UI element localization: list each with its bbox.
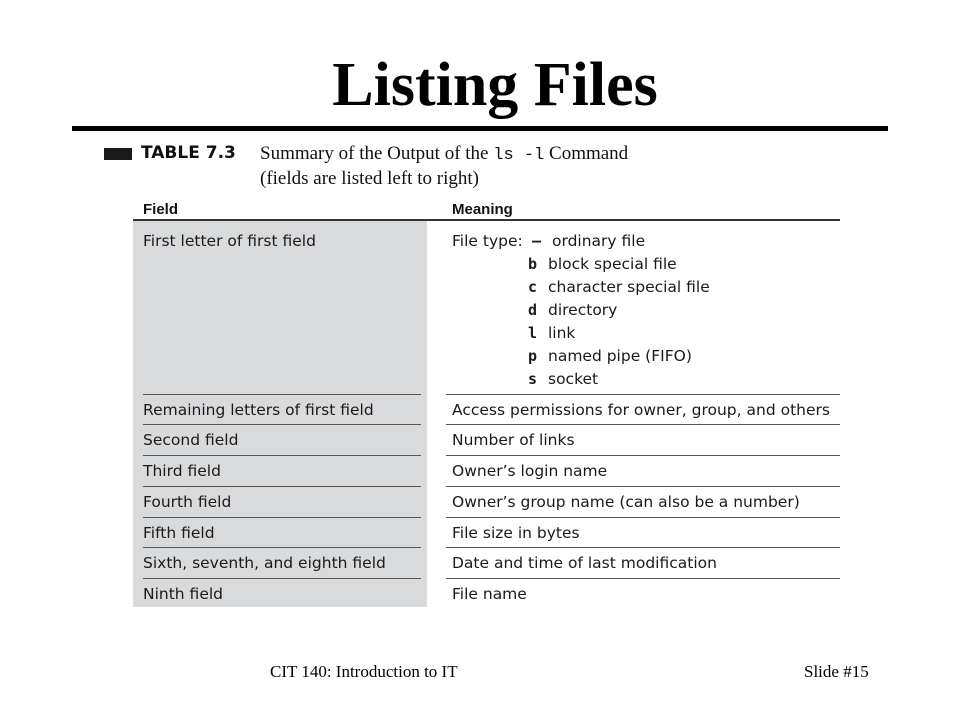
row-divider: [446, 578, 840, 579]
row-divider: [446, 394, 840, 395]
file-type-code: c: [528, 278, 538, 296]
row-divider: [143, 517, 421, 518]
title-divider: [72, 126, 888, 131]
footer-slide-number: Slide #15: [804, 662, 869, 681]
meaning-cell: Owner’s group name (can also be a number): [452, 493, 800, 511]
field-cell: Ninth field: [143, 585, 223, 603]
file-type-desc: directory: [548, 301, 618, 319]
field-cell: Third field: [143, 462, 221, 480]
caption-marker: [104, 148, 132, 160]
caption-command: ls -l: [493, 146, 545, 165]
header-meaning: Meaning: [452, 201, 513, 218]
footer-course: CIT 140: Introduction to IT: [270, 662, 458, 681]
header-field: Field: [143, 201, 179, 218]
row-divider: [446, 486, 840, 487]
file-type-desc: ordinary file: [552, 232, 646, 250]
row-divider: [143, 394, 421, 395]
meaning-cell: Access permissions for owner, group, and others: [452, 401, 830, 419]
file-type-code: p: [528, 347, 538, 365]
row-divider: [446, 455, 840, 456]
file-type-code: s: [528, 370, 538, 388]
file-type-item: [528, 277, 710, 297]
slide-title: Listing Files: [332, 51, 658, 119]
meaning-cell: Number of links: [452, 431, 575, 449]
table-caption-label: TABLE 7.3: [141, 143, 236, 163]
meaning-cell: Owner’s login name: [452, 462, 608, 480]
file-type-desc: socket: [548, 370, 599, 388]
file-type-item: [528, 254, 677, 274]
row-divider: [446, 547, 840, 548]
file-type-code: d: [528, 301, 538, 319]
meaning-cell: File size in bytes: [452, 524, 580, 542]
file-type-code: –: [532, 232, 542, 250]
row-divider: [143, 547, 421, 548]
file-type-prefix: File type:: [452, 232, 523, 250]
row-divider: [143, 455, 421, 456]
row-divider: [446, 424, 840, 425]
table-caption: [260, 142, 720, 190]
caption-line2: (fields are listed left to right): [260, 168, 479, 189]
file-type-desc: named pipe (FIFO): [548, 347, 692, 365]
file-type-item: [528, 300, 617, 320]
file-type-code: b: [528, 255, 538, 273]
file-type-item: [528, 323, 575, 343]
row-divider: [143, 578, 421, 579]
meaning-cell: Date and time of last modification: [452, 554, 717, 572]
file-type-item: [528, 346, 692, 366]
caption-line1-prefix: Summary of the Output of the: [260, 143, 494, 164]
file-type-desc: character special file: [548, 278, 710, 296]
field-cell: Fourth field: [143, 493, 232, 511]
row-divider: [143, 424, 421, 425]
row-divider: [446, 517, 840, 518]
file-type-code: l: [528, 324, 538, 342]
field-first-letter: First letter of first field: [143, 232, 316, 250]
file-type-desc: block special file: [548, 255, 677, 273]
file-type-item: [532, 231, 645, 251]
row-divider: [143, 486, 421, 487]
field-cell: Sixth, seventh, and eighth field: [143, 554, 386, 572]
field-cell: Fifth field: [143, 524, 215, 542]
meaning-cell: File name: [452, 585, 527, 603]
field-cell: Second field: [143, 431, 239, 449]
file-type-desc: link: [548, 324, 576, 342]
header-rule: [133, 219, 840, 221]
field-cell: Remaining letters of first field: [143, 401, 374, 419]
caption-line1-suffix: Command: [544, 143, 629, 164]
file-type-item: [528, 369, 598, 389]
